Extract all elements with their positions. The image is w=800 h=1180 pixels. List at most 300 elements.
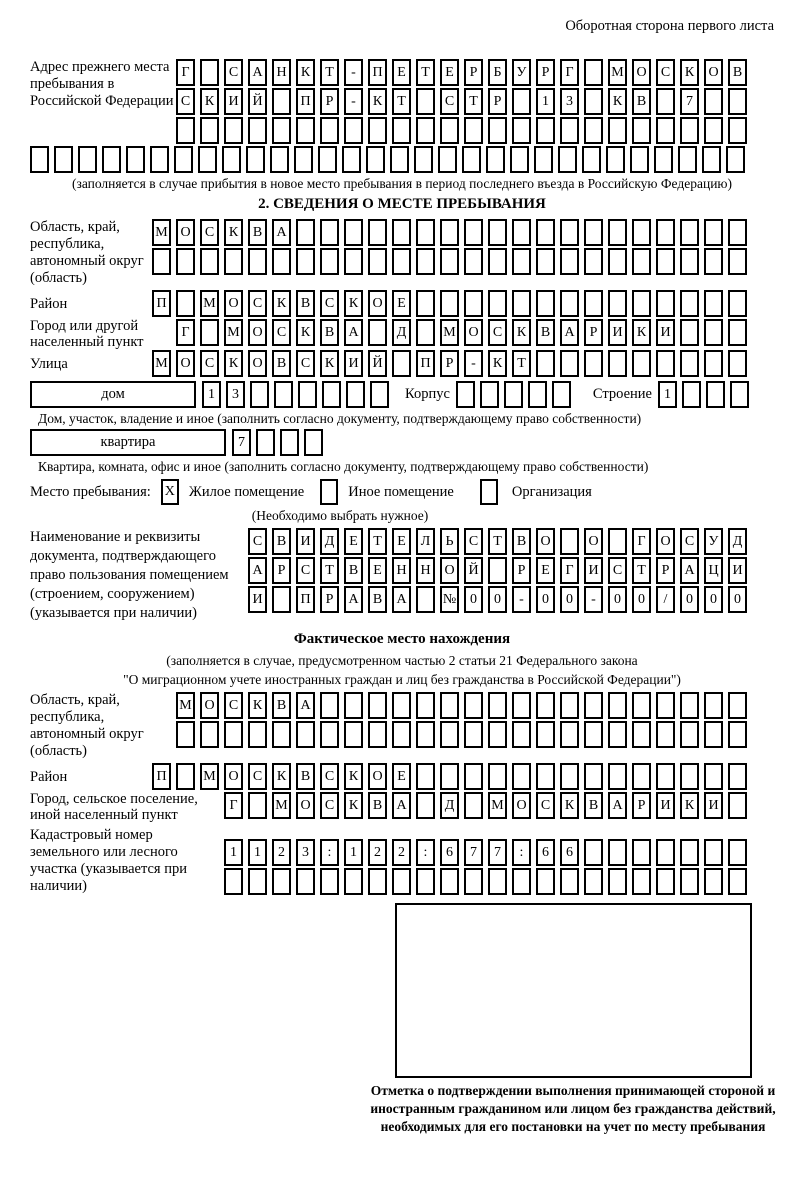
char-cell[interactable]: А <box>344 586 363 613</box>
char-cell[interactable] <box>368 248 387 275</box>
char-cell[interactable]: В <box>728 59 747 86</box>
char-cell[interactable] <box>248 792 267 819</box>
char-cell[interactable] <box>416 248 435 275</box>
char-cell[interactable] <box>102 146 121 173</box>
char-cell[interactable] <box>272 117 291 144</box>
char-cell[interactable]: О <box>512 792 531 819</box>
char-cell[interactable]: С <box>680 528 699 555</box>
char-cell[interactable] <box>392 868 411 895</box>
char-cell[interactable] <box>416 117 435 144</box>
char-cell[interactable] <box>608 692 627 719</box>
char-cell[interactable] <box>728 839 747 866</box>
char-cell[interactable]: В <box>320 319 339 346</box>
char-cell[interactable] <box>344 219 363 246</box>
char-cell[interactable]: : <box>320 839 339 866</box>
char-cell[interactable] <box>560 350 579 377</box>
char-cell[interactable]: : <box>512 839 531 866</box>
char-cell[interactable] <box>656 839 675 866</box>
char-cell[interactable]: Й <box>368 350 387 377</box>
char-cell[interactable] <box>704 219 723 246</box>
char-cell[interactable] <box>344 117 363 144</box>
char-cell[interactable] <box>656 692 675 719</box>
char-cell[interactable]: 6 <box>440 839 459 866</box>
char-cell[interactable] <box>536 117 555 144</box>
char-cell[interactable]: В <box>512 528 531 555</box>
char-cell[interactable]: Т <box>320 557 339 584</box>
char-cell[interactable]: 2 <box>272 839 291 866</box>
char-cell[interactable]: К <box>608 88 627 115</box>
char-cell[interactable]: А <box>392 792 411 819</box>
char-cell[interactable] <box>560 219 579 246</box>
char-cell[interactable] <box>488 557 507 584</box>
char-cell[interactable] <box>560 290 579 317</box>
char-cell[interactable]: 7 <box>680 88 699 115</box>
char-cell[interactable]: С <box>320 763 339 790</box>
char-cell[interactable] <box>728 319 747 346</box>
char-cell[interactable]: У <box>704 528 723 555</box>
char-cell[interactable] <box>480 381 499 408</box>
char-cell[interactable] <box>704 839 723 866</box>
char-cell[interactable] <box>632 219 651 246</box>
char-cell[interactable] <box>512 248 531 275</box>
char-cell[interactable] <box>584 839 603 866</box>
char-cell[interactable] <box>200 248 219 275</box>
char-cell[interactable] <box>200 319 219 346</box>
char-cell[interactable]: - <box>344 88 363 115</box>
char-cell[interactable] <box>682 381 701 408</box>
char-cell[interactable]: 7 <box>488 839 507 866</box>
char-cell[interactable]: С <box>248 290 267 317</box>
char-cell[interactable] <box>656 763 675 790</box>
char-cell[interactable]: 7 <box>464 839 483 866</box>
char-cell[interactable] <box>632 290 651 317</box>
char-cell[interactable] <box>608 528 627 555</box>
char-cell[interactable]: Б <box>488 59 507 86</box>
char-cell[interactable] <box>150 146 169 173</box>
char-cell[interactable] <box>512 219 531 246</box>
char-cell[interactable] <box>440 868 459 895</box>
char-cell[interactable] <box>416 88 435 115</box>
char-cell[interactable] <box>536 692 555 719</box>
char-cell[interactable] <box>462 146 481 173</box>
char-cell[interactable] <box>320 721 339 748</box>
char-cell[interactable]: В <box>296 763 315 790</box>
char-cell[interactable]: А <box>248 59 267 86</box>
char-cell[interactable]: 0 <box>704 586 723 613</box>
char-cell[interactable]: К <box>344 792 363 819</box>
char-cell[interactable]: К <box>296 319 315 346</box>
char-cell[interactable] <box>488 290 507 317</box>
char-cell[interactable]: К <box>488 350 507 377</box>
char-cell[interactable]: В <box>272 692 291 719</box>
char-cell[interactable] <box>392 692 411 719</box>
char-cell[interactable] <box>608 721 627 748</box>
char-cell[interactable]: Д <box>320 528 339 555</box>
char-cell[interactable] <box>464 117 483 144</box>
char-cell[interactable] <box>176 290 195 317</box>
char-cell[interactable]: В <box>632 88 651 115</box>
char-cell[interactable]: О <box>584 528 603 555</box>
char-cell[interactable]: В <box>248 219 267 246</box>
char-cell[interactable] <box>224 721 243 748</box>
char-cell[interactable] <box>488 692 507 719</box>
char-cell[interactable] <box>560 528 579 555</box>
char-cell[interactable]: 1 <box>224 839 243 866</box>
char-cell[interactable] <box>440 248 459 275</box>
char-cell[interactable]: Е <box>536 557 555 584</box>
char-cell[interactable] <box>534 146 553 173</box>
char-cell[interactable] <box>274 381 293 408</box>
char-cell[interactable]: В <box>344 557 363 584</box>
char-cell[interactable]: 2 <box>392 839 411 866</box>
char-cell[interactable]: П <box>368 59 387 86</box>
char-cell[interactable] <box>440 117 459 144</box>
char-cell[interactable] <box>464 763 483 790</box>
char-cell[interactable] <box>392 117 411 144</box>
char-cell[interactable] <box>582 146 601 173</box>
char-cell[interactable]: А <box>392 586 411 613</box>
char-cell[interactable]: 0 <box>536 586 555 613</box>
char-cell[interactable] <box>304 429 323 456</box>
char-cell[interactable] <box>280 429 299 456</box>
char-cell[interactable] <box>176 117 195 144</box>
char-cell[interactable] <box>608 248 627 275</box>
char-cell[interactable]: К <box>272 763 291 790</box>
char-cell[interactable] <box>584 117 603 144</box>
char-cell[interactable]: Т <box>368 528 387 555</box>
char-cell[interactable] <box>704 350 723 377</box>
char-cell[interactable] <box>296 117 315 144</box>
char-cell[interactable] <box>464 290 483 317</box>
char-cell[interactable]: С <box>248 763 267 790</box>
char-cell[interactable] <box>606 146 625 173</box>
char-cell[interactable]: К <box>344 763 363 790</box>
char-cell[interactable]: Т <box>320 59 339 86</box>
char-cell[interactable]: С <box>440 88 459 115</box>
char-cell[interactable]: А <box>296 692 315 719</box>
char-cell[interactable]: - <box>512 586 531 613</box>
char-cell[interactable] <box>560 248 579 275</box>
char-cell[interactable] <box>224 248 243 275</box>
char-cell[interactable]: С <box>200 219 219 246</box>
char-cell[interactable] <box>512 868 531 895</box>
char-cell[interactable]: Г <box>632 528 651 555</box>
char-cell[interactable] <box>680 839 699 866</box>
char-cell[interactable] <box>416 868 435 895</box>
char-cell[interactable]: С <box>176 88 195 115</box>
char-cell[interactable] <box>440 290 459 317</box>
char-cell[interactable] <box>656 868 675 895</box>
char-cell[interactable]: С <box>488 319 507 346</box>
char-cell[interactable] <box>440 721 459 748</box>
char-cell[interactable] <box>512 290 531 317</box>
char-cell[interactable]: О <box>296 792 315 819</box>
char-cell[interactable] <box>296 868 315 895</box>
char-cell[interactable]: И <box>704 792 723 819</box>
char-cell[interactable] <box>486 146 505 173</box>
char-cell[interactable]: О <box>200 692 219 719</box>
char-cell[interactable] <box>272 868 291 895</box>
char-cell[interactable] <box>390 146 409 173</box>
char-cell[interactable] <box>392 219 411 246</box>
char-cell[interactable]: 1 <box>658 381 677 408</box>
char-cell[interactable] <box>656 117 675 144</box>
char-cell[interactable]: М <box>152 219 171 246</box>
char-cell[interactable]: М <box>176 692 195 719</box>
char-cell[interactable]: 1 <box>202 381 221 408</box>
char-cell[interactable] <box>318 146 337 173</box>
char-cell[interactable] <box>656 350 675 377</box>
char-cell[interactable] <box>464 792 483 819</box>
char-cell[interactable] <box>584 88 603 115</box>
char-cell[interactable] <box>536 248 555 275</box>
char-cell[interactable] <box>704 290 723 317</box>
char-cell[interactable] <box>728 290 747 317</box>
char-cell[interactable]: Т <box>416 59 435 86</box>
char-cell[interactable]: С <box>272 319 291 346</box>
char-cell[interactable]: Д <box>392 319 411 346</box>
char-cell[interactable]: О <box>632 59 651 86</box>
char-cell[interactable]: Е <box>368 557 387 584</box>
char-cell[interactable] <box>54 146 73 173</box>
char-cell[interactable]: К <box>200 88 219 115</box>
char-cell[interactable]: Р <box>272 557 291 584</box>
char-cell[interactable] <box>294 146 313 173</box>
char-cell[interactable]: И <box>656 792 675 819</box>
char-cell[interactable]: 1 <box>248 839 267 866</box>
char-cell[interactable]: С <box>248 528 267 555</box>
char-cell[interactable]: П <box>416 350 435 377</box>
char-cell[interactable] <box>416 692 435 719</box>
char-cell[interactable]: 0 <box>464 586 483 613</box>
char-cell[interactable] <box>456 381 475 408</box>
char-cell[interactable] <box>680 290 699 317</box>
char-cell[interactable] <box>174 146 193 173</box>
char-cell[interactable] <box>512 88 531 115</box>
char-cell[interactable] <box>680 721 699 748</box>
char-cell[interactable]: К <box>224 219 243 246</box>
char-cell[interactable]: Д <box>440 792 459 819</box>
char-cell[interactable]: О <box>176 219 195 246</box>
char-cell[interactable] <box>30 146 49 173</box>
char-cell[interactable]: Н <box>272 59 291 86</box>
char-cell[interactable] <box>296 219 315 246</box>
char-cell[interactable] <box>656 248 675 275</box>
char-cell[interactable]: И <box>656 319 675 346</box>
char-cell[interactable]: № <box>440 586 459 613</box>
char-cell[interactable]: Р <box>584 319 603 346</box>
char-cell[interactable] <box>464 692 483 719</box>
char-cell[interactable] <box>728 350 747 377</box>
char-cell[interactable]: М <box>152 350 171 377</box>
char-cell[interactable] <box>248 721 267 748</box>
char-cell[interactable] <box>680 350 699 377</box>
char-cell[interactable]: 1 <box>536 88 555 115</box>
char-cell[interactable] <box>222 146 241 173</box>
char-cell[interactable]: Е <box>440 59 459 86</box>
char-cell[interactable] <box>322 381 341 408</box>
char-cell[interactable] <box>632 868 651 895</box>
char-cell[interactable] <box>256 429 275 456</box>
stay-type-checkbox-other-premises[interactable] <box>320 479 338 505</box>
char-cell[interactable] <box>152 248 171 275</box>
char-cell[interactable] <box>392 248 411 275</box>
char-cell[interactable] <box>200 721 219 748</box>
char-cell[interactable] <box>680 248 699 275</box>
char-cell[interactable] <box>632 350 651 377</box>
char-cell[interactable] <box>728 721 747 748</box>
char-cell[interactable] <box>248 248 267 275</box>
char-cell[interactable] <box>246 146 265 173</box>
char-cell[interactable]: С <box>320 290 339 317</box>
char-cell[interactable] <box>298 381 317 408</box>
char-cell[interactable] <box>536 219 555 246</box>
char-cell[interactable]: 7 <box>232 429 251 456</box>
char-cell[interactable] <box>656 290 675 317</box>
char-cell[interactable]: А <box>344 319 363 346</box>
char-cell[interactable] <box>510 146 529 173</box>
char-cell[interactable] <box>250 381 269 408</box>
char-cell[interactable] <box>536 290 555 317</box>
char-cell[interactable] <box>704 763 723 790</box>
char-cell[interactable]: В <box>536 319 555 346</box>
char-cell[interactable]: 1 <box>344 839 363 866</box>
char-cell[interactable] <box>488 763 507 790</box>
char-cell[interactable]: 6 <box>536 839 555 866</box>
char-cell[interactable] <box>632 721 651 748</box>
char-cell[interactable] <box>416 763 435 790</box>
char-cell[interactable] <box>632 692 651 719</box>
char-cell[interactable]: А <box>248 557 267 584</box>
char-cell[interactable] <box>728 117 747 144</box>
char-cell[interactable]: Г <box>224 792 243 819</box>
char-cell[interactable]: 0 <box>488 586 507 613</box>
char-cell[interactable] <box>368 117 387 144</box>
char-cell[interactable]: К <box>632 319 651 346</box>
char-cell[interactable]: Т <box>464 88 483 115</box>
char-cell[interactable] <box>368 319 387 346</box>
char-cell[interactable] <box>728 248 747 275</box>
char-cell[interactable]: 0 <box>608 586 627 613</box>
char-cell[interactable]: Е <box>392 290 411 317</box>
char-cell[interactable]: О <box>440 557 459 584</box>
char-cell[interactable]: С <box>536 792 555 819</box>
char-cell[interactable] <box>680 763 699 790</box>
char-cell[interactable]: И <box>584 557 603 584</box>
char-cell[interactable] <box>632 248 651 275</box>
char-cell[interactable] <box>704 88 723 115</box>
char-cell[interactable] <box>702 146 721 173</box>
char-cell[interactable] <box>608 219 627 246</box>
char-cell[interactable] <box>512 692 531 719</box>
char-cell[interactable] <box>368 868 387 895</box>
char-cell[interactable] <box>370 381 389 408</box>
stay-type-checkbox-organization[interactable] <box>480 479 498 505</box>
char-cell[interactable]: О <box>464 319 483 346</box>
char-cell[interactable] <box>584 290 603 317</box>
char-cell[interactable] <box>608 117 627 144</box>
char-cell[interactable]: О <box>224 763 243 790</box>
char-cell[interactable] <box>368 692 387 719</box>
char-cell[interactable] <box>726 146 745 173</box>
char-cell[interactable]: С <box>200 350 219 377</box>
char-cell[interactable] <box>654 146 673 173</box>
char-cell[interactable]: А <box>560 319 579 346</box>
char-cell[interactable] <box>704 721 723 748</box>
char-cell[interactable]: Й <box>248 88 267 115</box>
stay-type-checkbox-residential[interactable]: X <box>161 479 179 505</box>
char-cell[interactable] <box>728 88 747 115</box>
char-cell[interactable]: М <box>272 792 291 819</box>
char-cell[interactable] <box>608 763 627 790</box>
char-cell[interactable] <box>272 248 291 275</box>
char-cell[interactable]: О <box>536 528 555 555</box>
char-cell[interactable] <box>320 868 339 895</box>
char-cell[interactable]: С <box>224 59 243 86</box>
char-cell[interactable] <box>680 692 699 719</box>
char-cell[interactable] <box>416 290 435 317</box>
char-cell[interactable]: О <box>368 290 387 317</box>
char-cell[interactable]: С <box>464 528 483 555</box>
char-cell[interactable]: К <box>680 59 699 86</box>
char-cell[interactable] <box>272 721 291 748</box>
char-cell[interactable] <box>584 721 603 748</box>
char-cell[interactable] <box>488 868 507 895</box>
char-cell[interactable]: К <box>512 319 531 346</box>
char-cell[interactable] <box>272 586 291 613</box>
char-cell[interactable] <box>416 219 435 246</box>
char-cell[interactable]: Р <box>656 557 675 584</box>
char-cell[interactable] <box>416 319 435 346</box>
char-cell[interactable]: М <box>488 792 507 819</box>
char-cell[interactable]: Г <box>176 59 195 86</box>
char-cell[interactable]: О <box>704 59 723 86</box>
char-cell[interactable]: Н <box>392 557 411 584</box>
char-cell[interactable] <box>608 350 627 377</box>
char-cell[interactable] <box>488 117 507 144</box>
char-cell[interactable]: Р <box>320 586 339 613</box>
char-cell[interactable]: Р <box>320 88 339 115</box>
char-cell[interactable]: С <box>320 792 339 819</box>
char-cell[interactable]: Ц <box>704 557 723 584</box>
char-cell[interactable]: В <box>272 528 291 555</box>
char-cell[interactable] <box>200 59 219 86</box>
char-cell[interactable]: Р <box>488 88 507 115</box>
char-cell[interactable]: М <box>200 290 219 317</box>
char-cell[interactable]: 6 <box>560 839 579 866</box>
char-cell[interactable] <box>560 692 579 719</box>
char-cell[interactable] <box>632 117 651 144</box>
char-cell[interactable]: - <box>464 350 483 377</box>
char-cell[interactable] <box>512 721 531 748</box>
char-cell[interactable]: А <box>608 792 627 819</box>
char-cell[interactable] <box>270 146 289 173</box>
char-cell[interactable] <box>560 868 579 895</box>
char-cell[interactable] <box>512 117 531 144</box>
char-cell[interactable] <box>248 117 267 144</box>
char-cell[interactable]: 0 <box>560 586 579 613</box>
char-cell[interactable] <box>584 763 603 790</box>
char-cell[interactable] <box>344 721 363 748</box>
char-cell[interactable] <box>560 117 579 144</box>
char-cell[interactable] <box>440 219 459 246</box>
char-cell[interactable] <box>414 146 433 173</box>
char-cell[interactable] <box>706 381 725 408</box>
char-cell[interactable] <box>680 117 699 144</box>
char-cell[interactable]: Ь <box>440 528 459 555</box>
char-cell[interactable] <box>584 868 603 895</box>
char-cell[interactable]: М <box>440 319 459 346</box>
